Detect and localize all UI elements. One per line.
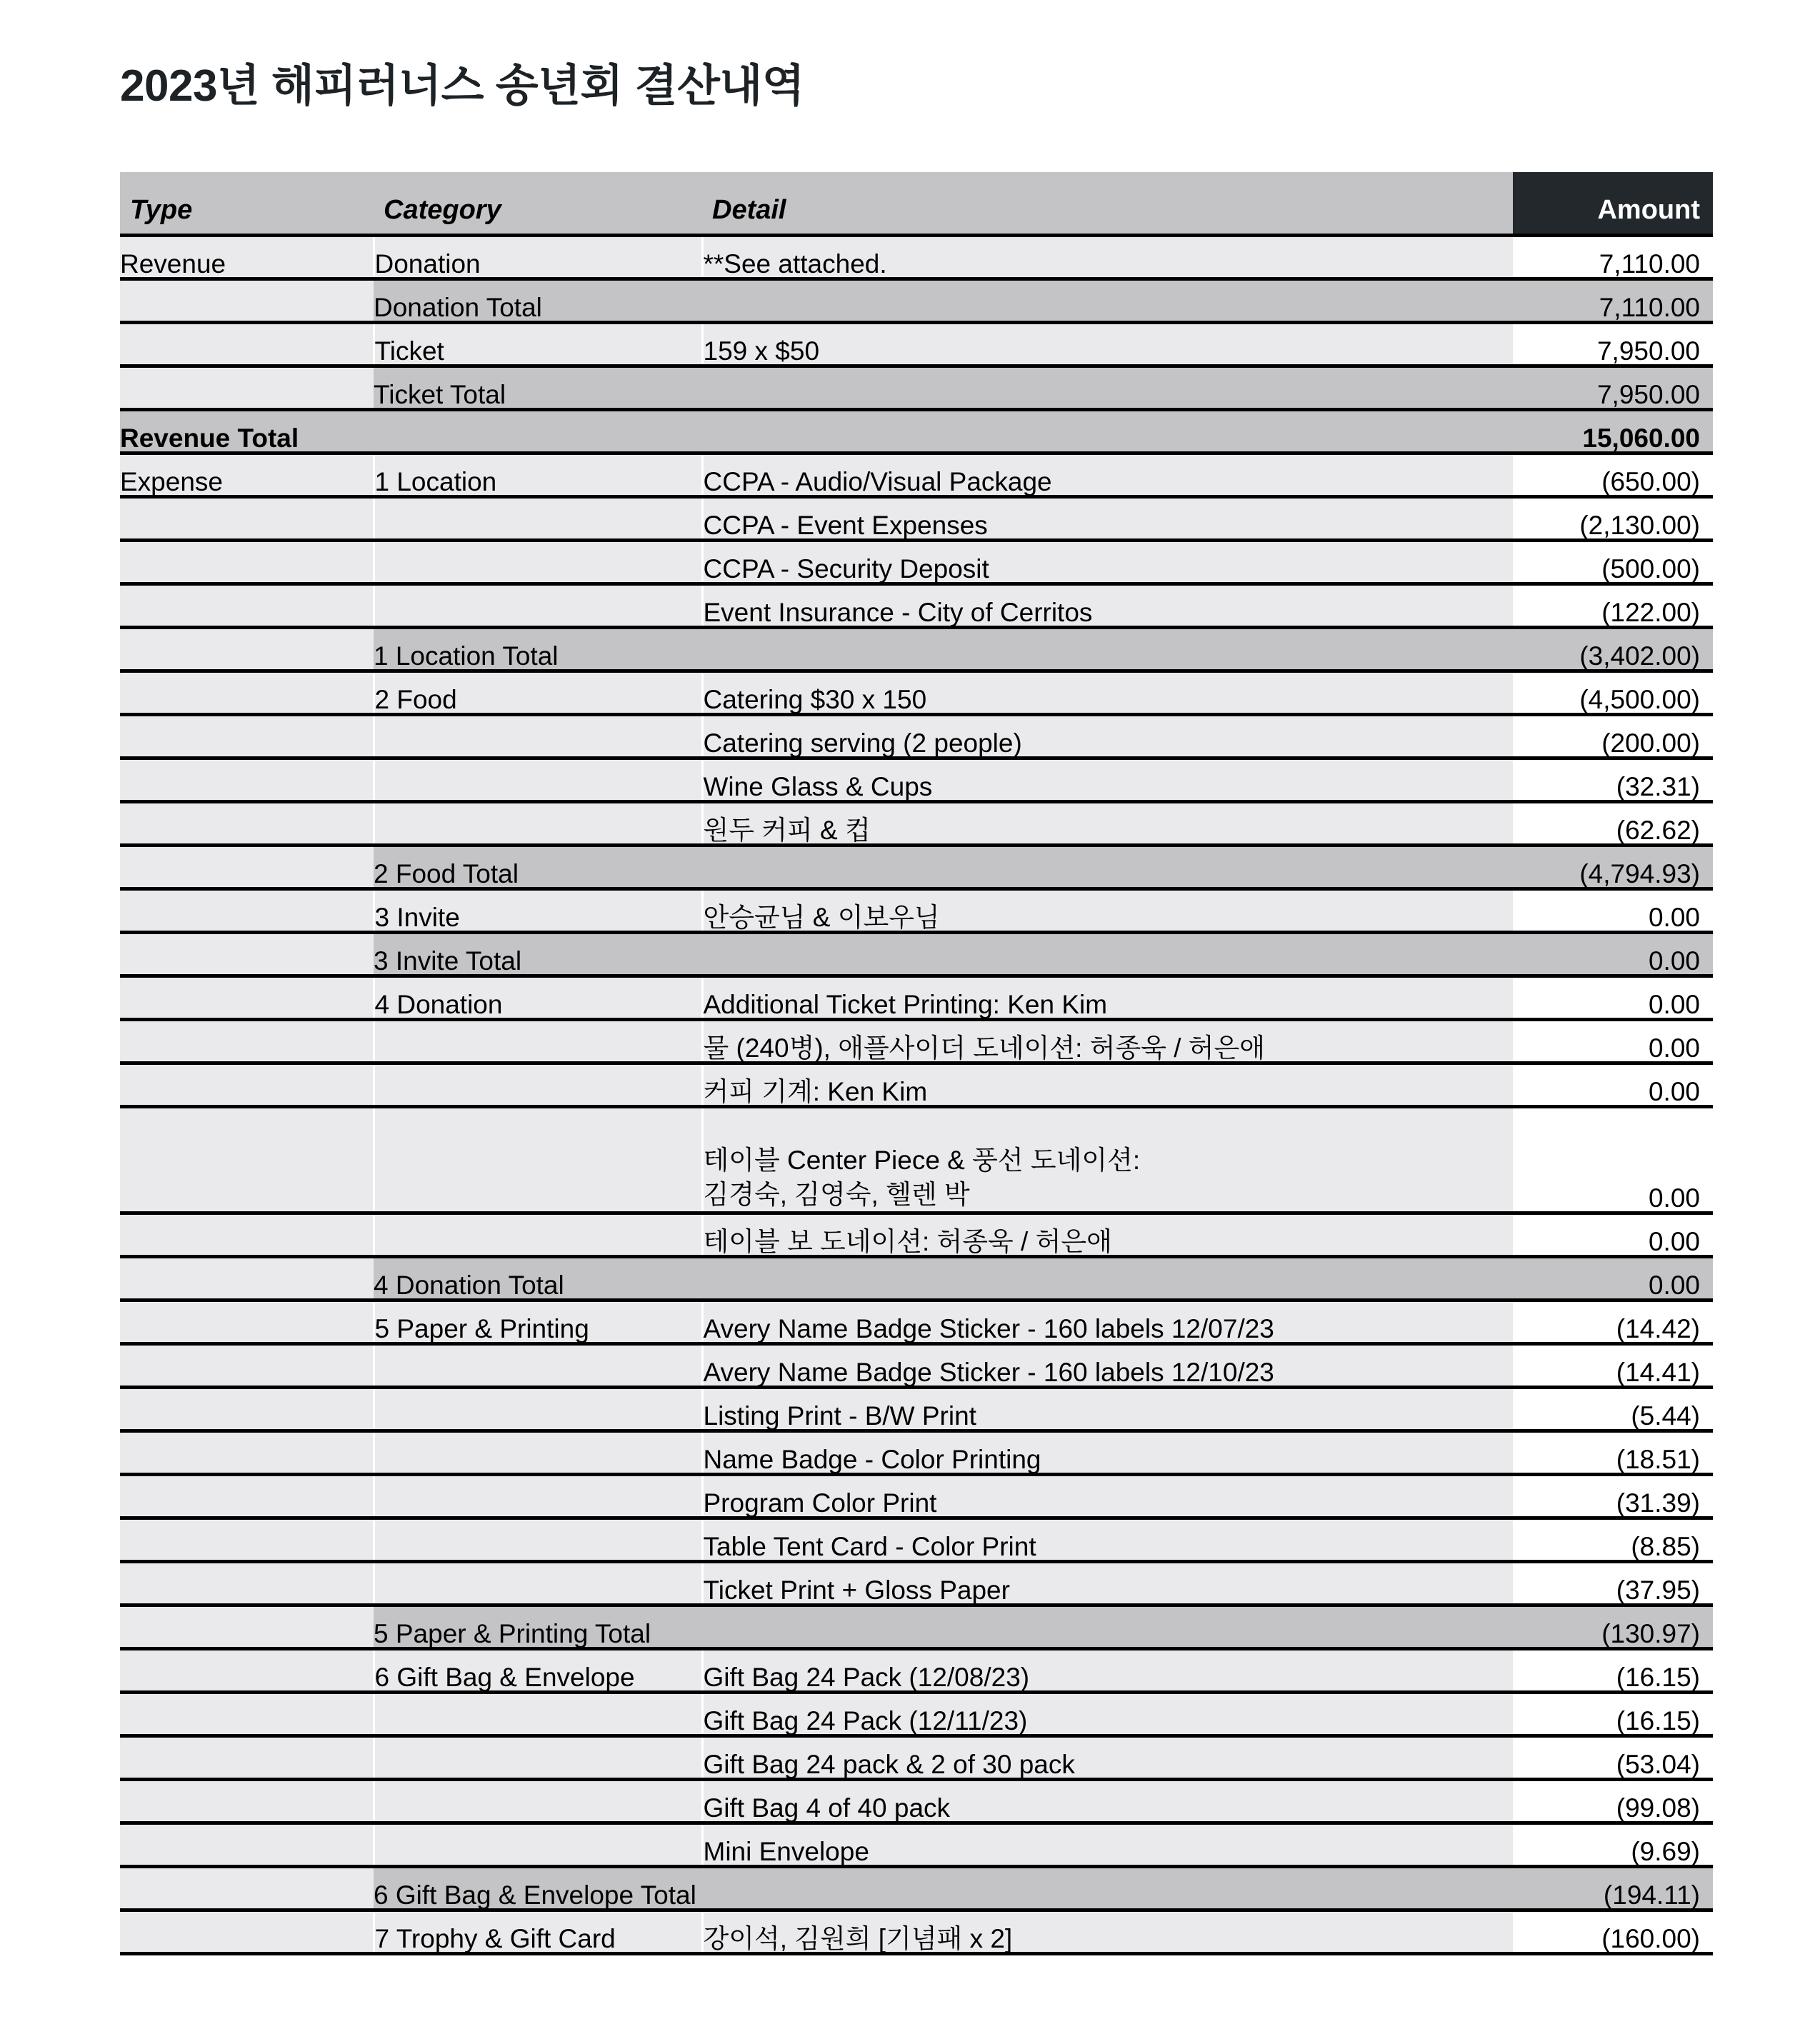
table-row [120, 584, 1713, 628]
table-row [120, 1693, 1713, 1736]
cell-type [120, 541, 374, 584]
cell-type [120, 933, 374, 976]
cell-category: 1 Location [374, 454, 702, 497]
table-row [120, 1020, 1713, 1063]
cell-category: 4 Donation Total [374, 1257, 702, 1301]
cell-type [120, 976, 374, 1020]
cell-amount: (650.00) [1513, 454, 1713, 497]
cell-detail [702, 846, 1513, 889]
cell-amount: 0.00 [1513, 1107, 1713, 1213]
cell-detail: 테이블 보 도네이션: 허종욱 / 허은애 [702, 1213, 1513, 1257]
cell-detail: Gift Bag 4 of 40 pack [702, 1780, 1513, 1823]
table-row [120, 1063, 1713, 1107]
table-body [120, 236, 1713, 1954]
cell-type [120, 1649, 374, 1693]
cell-type [120, 889, 374, 933]
table-row [120, 802, 1713, 846]
cell-amount: (4,794.93) [1513, 846, 1713, 889]
cell-category [374, 1736, 702, 1780]
table-row [120, 497, 1713, 541]
cell-category [374, 1431, 702, 1475]
cell-type [120, 802, 374, 846]
cell-amount: (31.39) [1513, 1475, 1713, 1518]
cell-category [374, 584, 702, 628]
cell-detail: 안승균님 & 이보우님 [702, 889, 1513, 933]
table-row [120, 1649, 1713, 1693]
table-row [120, 1823, 1713, 1867]
cell-detail [702, 279, 1513, 323]
cell-detail [702, 366, 1513, 410]
table-row [120, 846, 1713, 889]
cell-category: 1 Location Total [374, 628, 702, 671]
table-row [120, 715, 1713, 758]
table-row [120, 976, 1713, 1020]
column-header-category: Category [374, 172, 702, 236]
cell-amount: (194.11) [1513, 1867, 1713, 1910]
cell-category: Ticket Total [374, 366, 702, 410]
cell-category: 5 Paper & Printing [374, 1301, 702, 1344]
cell-amount: (14.41) [1513, 1344, 1713, 1388]
cell-type [120, 1736, 374, 1780]
cell-amount: 0.00 [1513, 1257, 1713, 1301]
cell-category [374, 1020, 702, 1063]
cell-detail: Table Tent Card - Color Print [702, 1518, 1513, 1562]
cell-amount: (99.08) [1513, 1780, 1713, 1823]
table-row [120, 1344, 1713, 1388]
table-row [120, 1213, 1713, 1257]
cell-detail: Catering $30 x 150 [702, 671, 1513, 715]
cell-amount: 15,060.00 [1513, 410, 1713, 454]
cell-type: Revenue Total [120, 410, 374, 454]
cell-category [374, 758, 702, 802]
cell-type [120, 1867, 374, 1910]
cell-category: 6 Gift Bag & Envelope Total [374, 1867, 702, 1910]
cell-detail: 강이석, 김원희 [기념패 x 2] [702, 1910, 1513, 1954]
cell-amount: (122.00) [1513, 584, 1713, 628]
cell-type [120, 1780, 374, 1823]
cell-detail: 원두 커피 & 컵 [702, 802, 1513, 846]
page-title: 2023년 해피러너스 송년회 결산내역 [120, 61, 805, 111]
cell-category: 7 Trophy & Gift Card [374, 1910, 702, 1954]
cell-type [120, 1562, 374, 1605]
cell-type [120, 497, 374, 541]
cell-category [374, 715, 702, 758]
cell-type [120, 366, 374, 410]
cell-type [120, 758, 374, 802]
cell-detail: 159 x $50 [702, 323, 1513, 366]
cell-type [120, 715, 374, 758]
cell-type [120, 1063, 374, 1107]
cell-type [120, 1257, 374, 1301]
cell-amount: 7,950.00 [1513, 323, 1713, 366]
table-row [120, 1780, 1713, 1823]
cell-category [374, 1063, 702, 1107]
table-row [120, 933, 1713, 976]
cell-category [374, 1388, 702, 1431]
table-row [120, 758, 1713, 802]
table-row [120, 1475, 1713, 1518]
cell-detail: CCPA - Audio/Visual Package [702, 454, 1513, 497]
cell-detail: Catering serving (2 people) [702, 715, 1513, 758]
cell-category [374, 1693, 702, 1736]
table-row [120, 628, 1713, 671]
cell-amount: 0.00 [1513, 933, 1713, 976]
cell-type: Revenue [120, 236, 374, 279]
table-row [120, 1107, 1713, 1213]
cell-detail: Gift Bag 24 Pack (12/08/23) [702, 1649, 1513, 1693]
cell-category: Donation Total [374, 279, 702, 323]
cell-type [120, 584, 374, 628]
cell-amount: (500.00) [1513, 541, 1713, 584]
table-row [120, 1301, 1713, 1344]
cell-type [120, 1301, 374, 1344]
cell-detail: Name Badge - Color Printing [702, 1431, 1513, 1475]
cell-detail [702, 1605, 1513, 1649]
cell-detail: Avery Name Badge Sticker - 160 labels 12/10/23 [702, 1344, 1513, 1388]
cell-amount: 7,110.00 [1513, 236, 1713, 279]
table-row [120, 279, 1713, 323]
cell-category [374, 1107, 702, 1213]
cell-detail [702, 628, 1513, 671]
cell-type [120, 1020, 374, 1063]
table-row [120, 323, 1713, 366]
table-row [120, 1388, 1713, 1431]
cell-detail: CCPA - Event Expenses [702, 497, 1513, 541]
cell-detail: 테이블 Center Piece & 풍선 도네이션: 김경숙, 김영숙, 헬렌 박 [702, 1107, 1513, 1213]
cell-type [120, 323, 374, 366]
cell-amount: (53.04) [1513, 1736, 1713, 1780]
cell-type [120, 1388, 374, 1431]
cell-detail: Gift Bag 24 pack & 2 of 30 pack [702, 1736, 1513, 1780]
cell-amount: (4,500.00) [1513, 671, 1713, 715]
cell-detail [702, 1867, 1513, 1910]
cell-category: 2 Food [374, 671, 702, 715]
cell-category [374, 1780, 702, 1823]
cell-category [374, 1562, 702, 1605]
cell-amount: (8.85) [1513, 1518, 1713, 1562]
cell-amount: (32.31) [1513, 758, 1713, 802]
cell-category [374, 1213, 702, 1257]
cell-detail: Wine Glass & Cups [702, 758, 1513, 802]
cell-amount: (9.69) [1513, 1823, 1713, 1867]
table-row [120, 1562, 1713, 1605]
cell-category [374, 410, 702, 454]
cell-category: Donation [374, 236, 702, 279]
cell-type [120, 1693, 374, 1736]
table-row [120, 541, 1713, 584]
cell-detail: 커피 기계: Ken Kim [702, 1063, 1513, 1107]
cell-detail: Additional Ticket Printing: Ken Kim [702, 976, 1513, 1020]
cell-amount: 0.00 [1513, 1020, 1713, 1063]
table-row [120, 454, 1713, 497]
cell-amount: (3,402.00) [1513, 628, 1713, 671]
cell-detail: **See attached. [702, 236, 1513, 279]
table-row [120, 410, 1713, 454]
cell-type [120, 1605, 374, 1649]
cell-type: Expense [120, 454, 374, 497]
cell-detail: Event Insurance - City of Cerritos [702, 584, 1513, 628]
table-row [120, 1518, 1713, 1562]
cell-category: 5 Paper & Printing Total [374, 1605, 702, 1649]
cell-type [120, 1107, 374, 1213]
cell-detail: Avery Name Badge Sticker - 160 labels 12/07/23 [702, 1301, 1513, 1344]
cell-category: Ticket [374, 323, 702, 366]
table-row [120, 1605, 1713, 1649]
cell-amount: (200.00) [1513, 715, 1713, 758]
cell-category [374, 1344, 702, 1388]
cell-amount: (62.62) [1513, 802, 1713, 846]
cell-type [120, 1431, 374, 1475]
cell-type [120, 279, 374, 323]
cell-category [374, 497, 702, 541]
cell-category [374, 1475, 702, 1518]
cell-amount: (16.15) [1513, 1693, 1713, 1736]
cell-category: 3 Invite [374, 889, 702, 933]
table-row [120, 1910, 1713, 1954]
cell-amount: 0.00 [1513, 1213, 1713, 1257]
table-row [120, 1867, 1713, 1910]
cell-detail: Ticket Print + Gloss Paper [702, 1562, 1513, 1605]
column-header-type: Type [120, 172, 374, 236]
cell-detail [702, 410, 1513, 454]
cell-type [120, 1344, 374, 1388]
cell-detail: 물 (240병), 애플사이더 도네이션: 허종욱 / 허은애 [702, 1020, 1513, 1063]
table-row [120, 671, 1713, 715]
cell-detail: CCPA - Security Deposit [702, 541, 1513, 584]
table-row [120, 236, 1713, 279]
cell-category: 3 Invite Total [374, 933, 702, 976]
cell-detail [702, 933, 1513, 976]
table-row [120, 1736, 1713, 1780]
column-header-detail: Detail [702, 172, 1513, 236]
cell-category [374, 541, 702, 584]
cell-amount: (16.15) [1513, 1649, 1713, 1693]
cell-amount: (160.00) [1513, 1910, 1713, 1954]
cell-category: 2 Food Total [374, 846, 702, 889]
cell-type [120, 846, 374, 889]
cell-type [120, 1213, 374, 1257]
cell-category: 6 Gift Bag & Envelope [374, 1649, 702, 1693]
cell-detail: Listing Print - B/W Print [702, 1388, 1513, 1431]
cell-category: 4 Donation [374, 976, 702, 1020]
table-header [120, 172, 1713, 236]
cell-amount: (130.97) [1513, 1605, 1713, 1649]
table-row [120, 1431, 1713, 1475]
cell-amount: 7,950.00 [1513, 366, 1713, 410]
table-row [120, 1257, 1713, 1301]
cell-detail: Program Color Print [702, 1475, 1513, 1518]
cell-amount: (37.95) [1513, 1562, 1713, 1605]
cell-type [120, 671, 374, 715]
cell-amount: 7,110.00 [1513, 279, 1713, 323]
cell-detail: Mini Envelope [702, 1823, 1513, 1867]
settlement-table [120, 172, 1713, 1955]
cell-category [374, 1823, 702, 1867]
cell-type [120, 1823, 374, 1867]
cell-type [120, 628, 374, 671]
cell-type [120, 1518, 374, 1562]
cell-category [374, 802, 702, 846]
cell-amount: (5.44) [1513, 1388, 1713, 1431]
cell-amount: 0.00 [1513, 1063, 1713, 1107]
cell-category [374, 1518, 702, 1562]
cell-amount: (18.51) [1513, 1431, 1713, 1475]
cell-amount: 0.00 [1513, 976, 1713, 1020]
table-row [120, 366, 1713, 410]
cell-type [120, 1910, 374, 1954]
cell-detail: Gift Bag 24 Pack (12/11/23) [702, 1693, 1513, 1736]
cell-amount: 0.00 [1513, 889, 1713, 933]
cell-detail [702, 1257, 1513, 1301]
cell-amount: (2,130.00) [1513, 497, 1713, 541]
table-row [120, 889, 1713, 933]
cell-amount: (14.42) [1513, 1301, 1713, 1344]
column-header-amount: Amount [1513, 172, 1713, 236]
cell-type [120, 1475, 374, 1518]
